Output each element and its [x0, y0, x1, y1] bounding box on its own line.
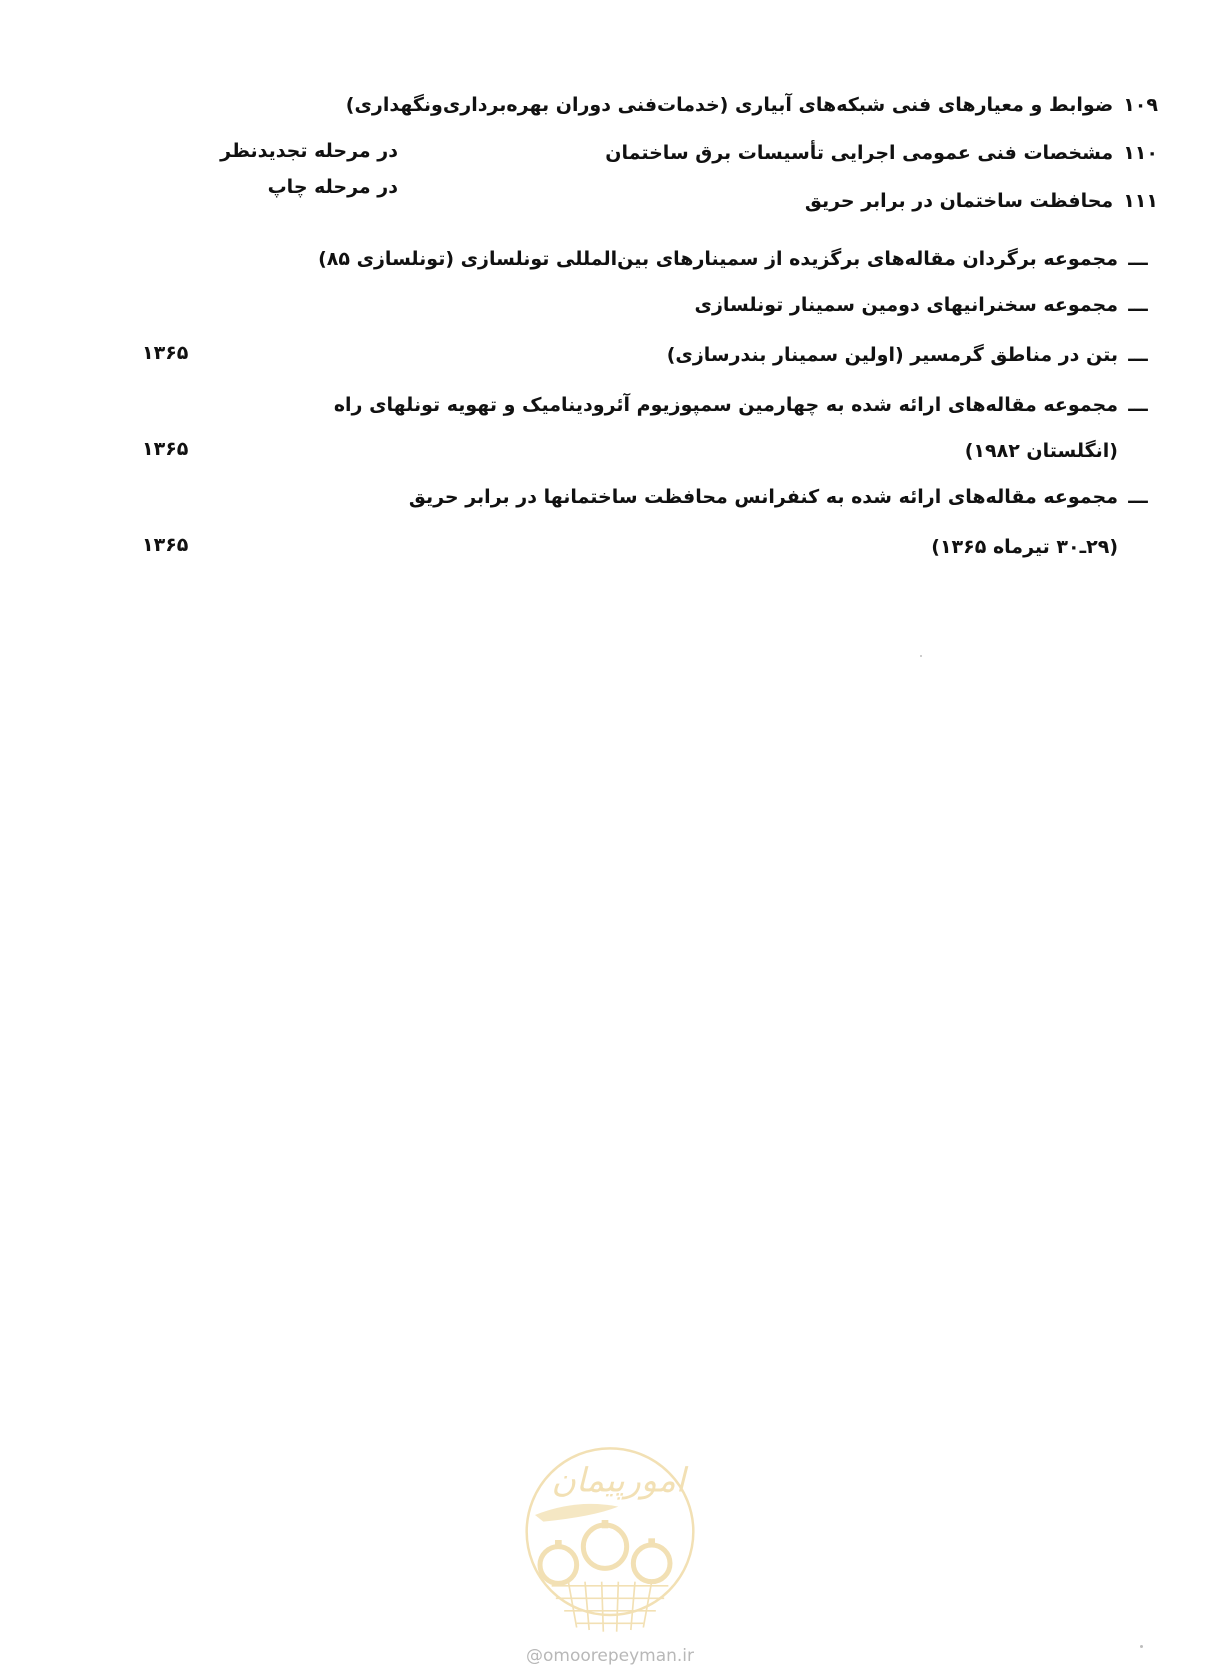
item-number: ۱۰۹ [1123, 94, 1158, 116]
dash-bullet: ـــ [1128, 394, 1148, 416]
item-number: ۱۱۰ [1123, 142, 1158, 164]
sub-item [258, 292, 1158, 318]
dash-bullet: ـــ [1128, 486, 1148, 508]
dash-bullet: ـــ [1128, 344, 1148, 366]
sub-item-year: ۱۳۶۵ [142, 534, 189, 556]
dash-bullet: ـــ [1128, 294, 1148, 316]
item-status: در مرحله چاپ [267, 176, 398, 198]
sub-item-year: ۱۳۶۵ [142, 342, 189, 364]
sub-item [258, 342, 1158, 368]
scan-speck [920, 655, 922, 657]
sub-item-title: بتن در مناطق گرمسیر (اولین سمینار بندرسازی) [666, 344, 1118, 366]
sub-item [258, 246, 1158, 272]
dash-bullet: ـــ [1128, 248, 1148, 270]
sub-item-continuation [258, 438, 1158, 464]
item-title: مشخصات فنی عمومی اجرایی تأسیسات برق ساختمان [605, 142, 1114, 164]
item-title: ضوابط و معیارهای فنی شبکه‌های آبیاری (خدمات‌فنی دوران بهره‌برداری‌ونگهداری) [345, 94, 1114, 116]
item-number: ۱۱۱ [1123, 190, 1158, 212]
sub-item-title: مجموعه مقاله‌های ارائه شده به کنفرانس محافظت ساختمانها در برابر حریق [408, 486, 1118, 508]
watermark-logo-icon [495, 1440, 725, 1640]
watermark-caption: @omoorepeyman.ir [525, 1646, 695, 1666]
watermark-logo-text: امورپیمان [551, 1460, 686, 1500]
item-status: در مرحله تجدیدنظر [220, 140, 398, 162]
scan-speck [1140, 1645, 1143, 1648]
sub-item-title: مجموعه مقاله‌های ارائه شده به چهارمین سمپوزیوم آئرودینامیک و تهویه تونلهای راه [333, 394, 1118, 416]
sub-item-continuation-text: (انگلستان ۱۹۸۲) [964, 440, 1118, 462]
sub-item-continuation-text: (۲۹ـ۳۰ تیرماه ۱۳۶۵) [931, 536, 1118, 558]
list-item [258, 92, 1158, 118]
item-title: محافظت ساختمان در برابر حریق [804, 190, 1114, 212]
sub-item-continuation [258, 534, 1158, 560]
sub-item [258, 392, 1158, 418]
sub-item-title: مجموعه برگردان مقاله‌های برگزیده از سمینارهای بین‌المللی تونلسازی (تونلسازی ۸۵) [318, 248, 1118, 270]
sub-item-title: مجموعه سخنرانیهای دومین سمینار تونلسازی [694, 294, 1118, 316]
sub-item-year: ۱۳۶۵ [142, 438, 189, 460]
sub-item [258, 484, 1158, 510]
